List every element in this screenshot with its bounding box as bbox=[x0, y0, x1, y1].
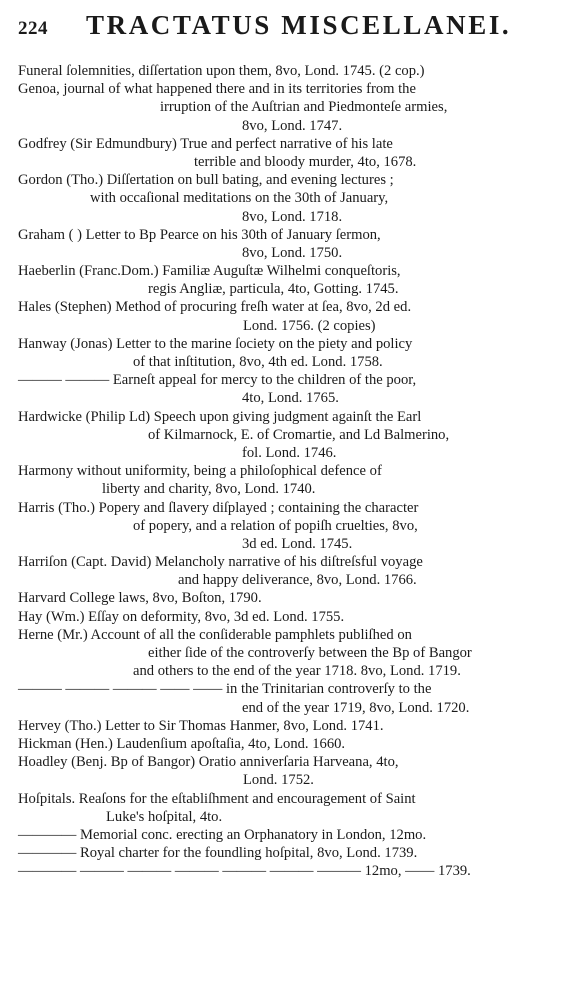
catalogue-entry bbox=[18, 862, 570, 880]
entry-line: Gordon (Tho.) Diſſertation on bull bating, and evening lectures ; bbox=[18, 172, 394, 189]
entry-line: Haeberlin (Franc.Dom.) Familiæ Auguſtæ Wilhelmi conqueſtoris, bbox=[18, 263, 401, 280]
catalogue-entry bbox=[18, 135, 570, 171]
catalogue-entry bbox=[18, 80, 570, 135]
entry-line: Harriſon (Capt. David) Melancholy narrative of his diſtreſsful voyage bbox=[18, 554, 423, 571]
catalogue-entry bbox=[18, 626, 570, 681]
entry-line: of that inſtitution, 8vo, 4th ed. Lond. 1758. bbox=[133, 354, 383, 370]
catalogue-entry bbox=[18, 171, 570, 226]
entry-line: either ſide of the controverſy between the Bp of Bangor bbox=[148, 645, 472, 661]
entry-line: 3d ed. Lond. 1745. bbox=[242, 535, 353, 552]
entry-line: Hardwicke (Philip Ld) Speech upon giving judgment againſt the Earl bbox=[18, 408, 422, 425]
entry-line: terrible and bloody murder, 4to, 1678. bbox=[194, 153, 417, 170]
catalogue-entry bbox=[18, 826, 570, 844]
catalogue-entry bbox=[18, 298, 570, 334]
entry-line: of Kilmarnock, E. of Cromartie, and Ld Balmerino, bbox=[148, 426, 450, 443]
catalogue-entry bbox=[18, 680, 570, 716]
entry-line: Luke's hoſpital, 4to. bbox=[106, 808, 223, 825]
catalogue-entry bbox=[18, 608, 570, 626]
entry-line: ———— Memorial conc. erecting an Orphanatory in London, 12mo. bbox=[18, 826, 427, 843]
entry-line: and others to the end of the year 1718. 8vo, Lond. 1719. bbox=[133, 663, 461, 680]
entry-line: 8vo, Lond. 1750. bbox=[242, 244, 343, 261]
catalogue-entry bbox=[18, 226, 570, 262]
page-number: 224 bbox=[18, 18, 48, 39]
catalogue-entry bbox=[18, 844, 570, 862]
entry-line: with occaſional meditations on the 30th of January, bbox=[90, 190, 389, 207]
entry-line: Lond. 1752. bbox=[243, 772, 314, 789]
entry-line: Graham ( ) Letter to Bp Pearce on his 30th of January ſermon, bbox=[18, 226, 381, 243]
running-title: TRACTATUS MISCELLANEI. bbox=[86, 10, 512, 40]
entry-line: 8vo, Lond. 1718. bbox=[242, 208, 343, 225]
entry-line: Lond. 1756. (2 copies) bbox=[243, 317, 376, 334]
entry-line: 4to, Lond. 1765. bbox=[242, 390, 339, 407]
catalogue-entry bbox=[18, 462, 570, 498]
catalogue-entry bbox=[18, 717, 570, 735]
entry-line: end of the year 1719, 8vo, Lond. 1720. bbox=[242, 699, 470, 716]
entry-line: Hay (Wm.) Eſſay on deformity, 8vo, 3d ed. Lond. 1755. bbox=[18, 608, 345, 625]
catalogue-entry bbox=[18, 790, 570, 826]
catalogue-entry bbox=[18, 753, 570, 789]
entry-line: Funeral ſolemnities, diſſertation upon them, 8vo, Lond. 1745. (2 cop.) bbox=[18, 63, 425, 79]
entry-line: 8vo, Lond. 1747. bbox=[242, 117, 343, 134]
catalogue-entry bbox=[18, 62, 570, 80]
entry-line: Hoſpitals. Reaſons for the eſtabliſhment and encouragement of Saint bbox=[18, 790, 416, 807]
catalogue-entry bbox=[18, 262, 570, 298]
entry-line: ———— Royal charter for the foundling hoſpital, 8vo, Lond. 1739. bbox=[18, 845, 418, 862]
entry-line: irruption of the Auſtrian and Piedmonteſe armies, bbox=[160, 99, 448, 116]
entry-line: Harris (Tho.) Popery and ſlavery diſplayed ; containing the character bbox=[18, 499, 419, 516]
entry-line: fol. Lond. 1746. bbox=[242, 444, 337, 461]
entry-line: regis Angliæ, particula, 4to, Gotting. 1745. bbox=[148, 281, 399, 298]
catalogue-entry bbox=[18, 408, 570, 463]
entry-line: ———— ——— ——— ——— ——— ——— ——— 12mo, —— 1739. bbox=[18, 863, 471, 880]
catalogue-entry bbox=[18, 499, 570, 554]
entry-line: Hickman (Hen.) Laudenſium apoſtaſia, 4to, Lond. 1660. bbox=[18, 735, 346, 752]
catalogue-entry bbox=[18, 735, 570, 753]
entry-line: ——— ——— Earneſt appeal for mercy to the children of the poor, bbox=[18, 372, 417, 389]
entry-line: Harmony without uniformity, being a philoſophical defence of bbox=[18, 463, 382, 480]
catalogue-entries bbox=[18, 62, 570, 880]
entry-line: Hoadley (Benj. Bp of Bangor) Oratio anniverſaria Harveana, 4to, bbox=[18, 754, 399, 771]
entry-line: Herne (Mr.) Account of all the conſiderable pamphlets publiſhed on bbox=[18, 626, 412, 643]
catalogue-entry bbox=[18, 553, 570, 589]
page-header bbox=[18, 10, 568, 46]
entry-line: Genoa, journal of what happened there and in its territories from the bbox=[18, 81, 416, 98]
entry-line: ——— ——— ——— —— —— in the Trinitarian controverſy to the bbox=[18, 681, 432, 698]
entry-line: Hanway (Jonas) Letter to the marine ſociety on the piety and policy bbox=[18, 335, 413, 352]
catalogue-entry bbox=[18, 589, 570, 607]
entry-line: liberty and charity, 8vo, Lond. 1740. bbox=[102, 481, 316, 498]
entry-line: Godfrey (Sir Edmundbury) True and perfect narrative of his late bbox=[18, 135, 393, 152]
entry-line: Hervey (Tho.) Letter to Sir Thomas Hanmer, 8vo, Lond. 1741. bbox=[18, 717, 384, 734]
entry-line: of popery, and a relation of popiſh cruelties, 8vo, bbox=[133, 517, 418, 534]
entry-line: and happy deliverance, 8vo, Lond. 1766. bbox=[178, 572, 417, 589]
catalogue-entry bbox=[18, 371, 570, 407]
entry-line: Hales (Stephen) Method of procuring freſh water at ſea, 8vo, 2d ed. bbox=[18, 299, 412, 316]
catalogue-entry bbox=[18, 335, 570, 371]
entry-line: Harvard College laws, 8vo, Boſton, 1790. bbox=[18, 590, 262, 607]
